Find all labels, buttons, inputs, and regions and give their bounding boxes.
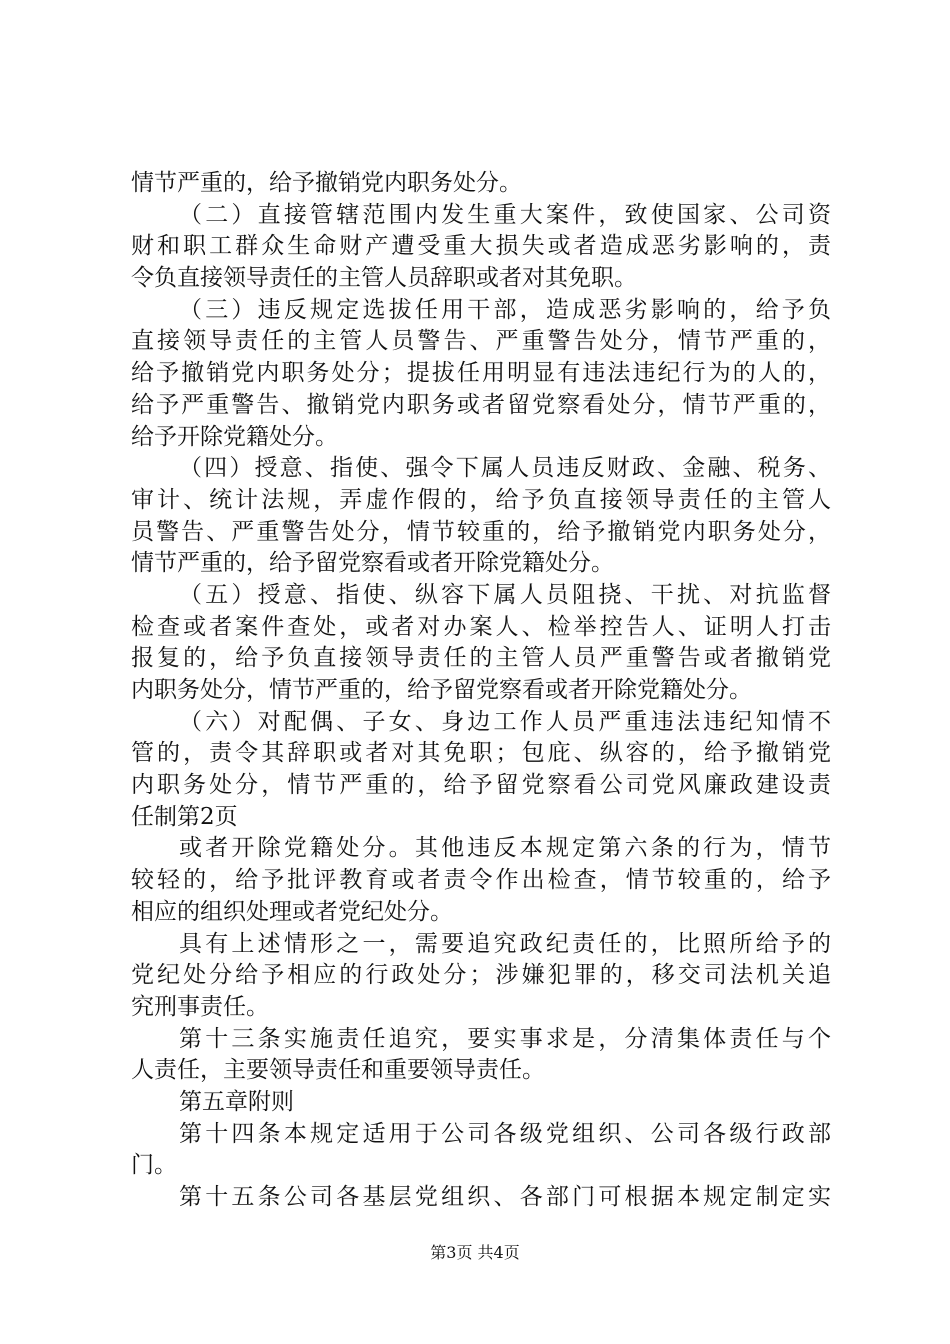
text-line: 第十三条实施责任追究，要实事求是，分清集体责任与个 [179, 1025, 831, 1052]
text-line: 财和职工群众生命财产遭受重大损失或者造成恶劣影响的，责 [131, 233, 831, 260]
text-line: （六）对配偶、子女、身边工作人员严重违法违纪知情不 [179, 708, 831, 735]
text-line: 内职务处分，情节严重的，给予留党察看或者开除党籍处分。 [131, 677, 752, 703]
text-line: 相应的组织处理或者党纪处分。 [131, 898, 453, 925]
text-line: 直接领导责任的主管人员警告、严重警告处分，情节严重的， [131, 328, 831, 355]
text-line: 第十四条本规定适用于公司各级党组织、公司各级行政部 [179, 1120, 831, 1147]
text-line: 给予开除党籍处分。 [131, 423, 338, 450]
document-body [131, 168, 831, 1214]
text-line: 较轻的，给予批评教育或者责令作出检查，情节较重的，给予 [131, 867, 831, 894]
text-line: 任制第2页 [131, 803, 238, 830]
text-line: 情节严重的，给予留党察看或者开除党籍处分。 [131, 550, 614, 577]
text-line: 给予严重警告、撤销党内职务或者留党察看处分，情节严重的， [131, 391, 831, 418]
text-line: （三）违反规定选拔任用干部，造成恶劣影响的，给予负 [179, 296, 831, 323]
text-line: （二）直接管辖范围内发生重大案件，致使国家、公司资 [179, 201, 831, 228]
text-line: 党纪处分给予相应的行政处分；涉嫌犯罪的，移交司法机关追 [131, 962, 831, 989]
text-line: 具有上述情形之一，需要追究政纪责任的，比照所给予的 [179, 930, 831, 957]
text-line: 审计、统计法规，弄虚作假的，给予负直接领导责任的主管人 [131, 486, 831, 513]
text-line: 检查或者案件查处，或者对办案人、检举控告人、证明人打击 [131, 613, 831, 640]
page-footer: 第3页 共4页 [430, 1243, 520, 1262]
text-line: 人责任，主要领导责任和重要领导责任。 [131, 1057, 545, 1084]
text-line: 内职务处分，情节严重的，给予留党察看公司党风廉政建设责 [131, 772, 831, 799]
text-line: 究刑事责任。 [131, 993, 269, 1020]
text-line: 第十五条公司各基层党组织、各部门可根据本规定制定实 [179, 1184, 831, 1210]
text-line: 情节严重的，给予撤销党内职务处分。 [131, 170, 522, 196]
text-line: 管的，责令其辞职或者对其免职；包庇、纵容的，给予撤销党 [131, 740, 831, 767]
text-line: 门。 [131, 1152, 177, 1179]
text-line: 令负直接领导责任的主管人员辞职或者对其免职。 [131, 265, 637, 292]
text-line: （四）授意、指使、强令下属人员违反财政、金融、税务、 [179, 455, 831, 482]
text-line: 给予撤销党内职务处分；提拔任用明显有违法违纪行为的人的， [131, 360, 831, 387]
text-line: 第五章附则 [179, 1088, 294, 1115]
text-line: 员警告、严重警告处分，情节较重的，给予撤销党内职务处分， [131, 518, 831, 545]
text-line: 或者开除党籍处分。其他违反本规定第六条的行为，情节 [179, 835, 831, 862]
text-line: （五）授意、指使、纵容下属人员阻挠、干扰、对抗监督 [179, 581, 831, 608]
text-line: 报复的，给予负直接领导责任的主管人员严重警告或者撤销党 [131, 645, 831, 672]
